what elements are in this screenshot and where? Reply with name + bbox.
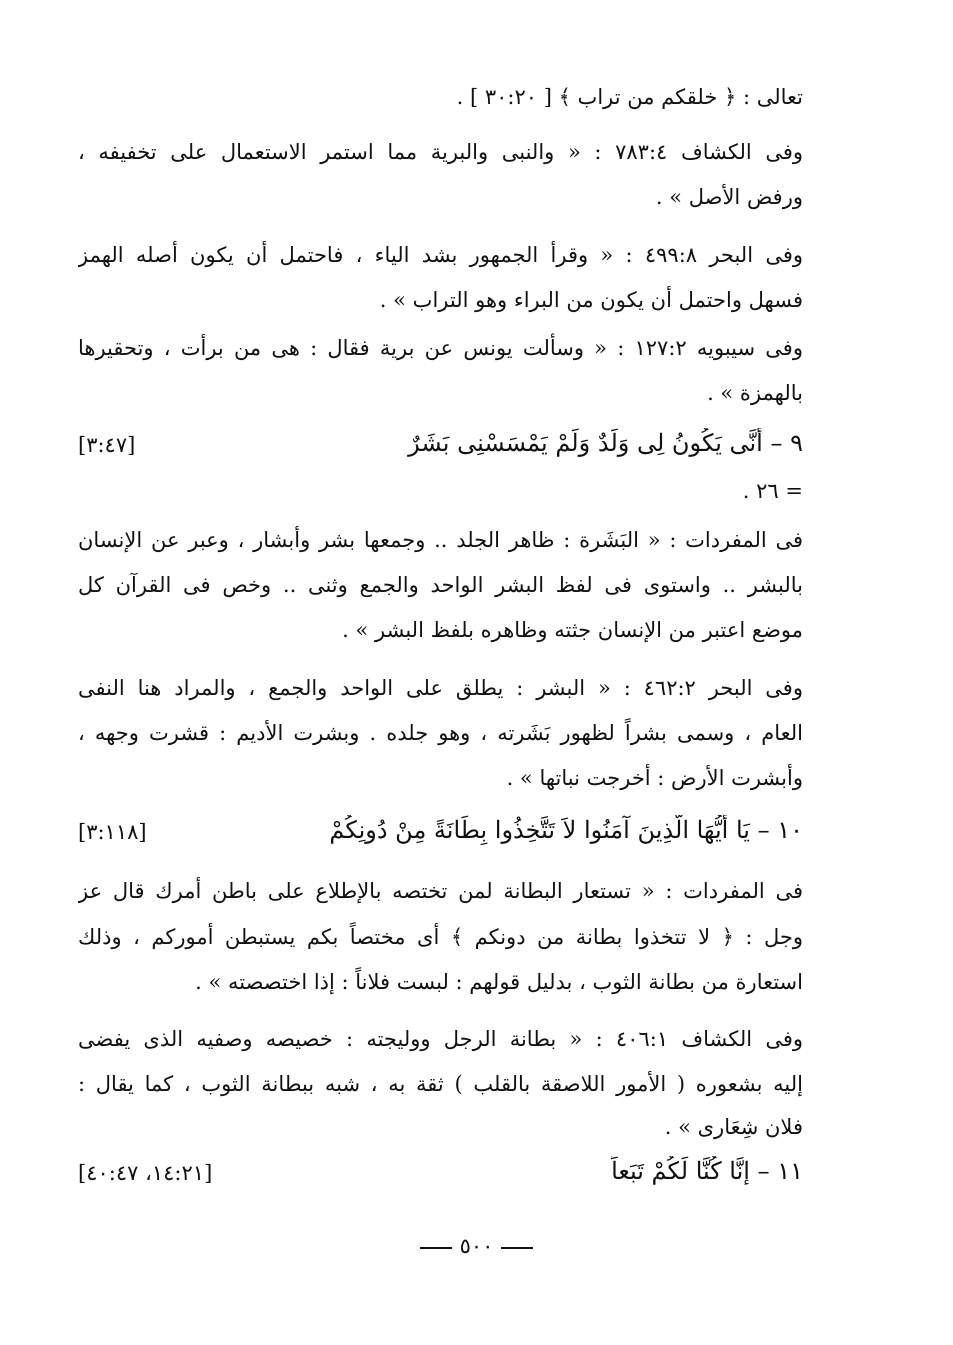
- text-line: ورفض الأصل » .: [655, 185, 803, 209]
- page-number-text: ٥٠٠: [459, 1234, 494, 1258]
- text-line: وأبشرت الأرض : أخرجت نباتها » .: [506, 766, 803, 790]
- text-line: العام ، وسمى بشراً لظهور بَشَرته ، وهو جلده . وبشرت الأديم : قشرت وجهه ،: [78, 721, 803, 745]
- text-line: إليه بشعوره ( الأمور اللاصقة بالقلب ) ثقة به ، شبه ببطانة الثوب ، كما يقال :: [78, 1072, 803, 1096]
- text-line: وفى سيبويه ١٢٧:٢ : « وسألت يونس عن برية فقال : هى من برأت ، وتحقيرها: [78, 336, 803, 360]
- text-line: وفى الكشاف ٤٠٦:١ : « بطانة الرجل ووليجته : خصيصه وصفيه الذى يفضى: [78, 1027, 803, 1051]
- page-number-rule-right: [501, 1247, 533, 1249]
- text-line: فسهل واحتمل أن يكون من البراء وهو التراب » .: [379, 288, 803, 312]
- verse-line: ١٠ – يَا أَيُّهَا الَّذِينَ آمَنُوا لاَ تَتَّخِذُوا بِطَانَةً مِنْ دُونِكُمْ: [329, 816, 803, 844]
- text-line: استعارة من بطانة الثوب ، بدليل قولهم : لبست فلاناً : إذا اختصصته » .: [195, 970, 803, 994]
- text-line: فى المفردات : « تستعار البطانة لمن تختصه بالإطلاع على باطن أمرك قال عز: [78, 879, 803, 903]
- text-line: موضع اعتبر من الإنسان جثته وظاهره بلفظ البشر » .: [342, 618, 803, 642]
- text-line: بالبشر .. واستوى فى لفظ البشر الواحد والجمع وثنى .. وخص فى القرآن كل: [78, 573, 803, 597]
- text-line: = ٢٦ .: [742, 479, 803, 503]
- text-line: وفى البحر ٤٦٢:٢ : « البشر : يطلق على الواحد والجمع ، والمراد هنا النفى: [78, 676, 803, 700]
- verse-reference: [١٤:٢١، ٤٠:٤٧]: [78, 1161, 213, 1185]
- page-number: [0, 1232, 953, 1260]
- verse-reference: [٣:٤٧]: [78, 433, 136, 457]
- verse-reference: [٣:١١٨]: [78, 820, 147, 844]
- verse-line: ٩ – أَنَّى يَكُونُ لِى وَلَدٌ وَلَمْ يَمْسَسْنِى بَشَرٌ: [408, 429, 803, 457]
- text-line: فى المفردات : « البَشَرة : ظاهر الجلد .. وجمعها بشر وأبشار ، وعبر عن الإنسان: [78, 528, 803, 552]
- text-line: وفى البحر ٤٩٩:٨ : « وقرأ الجمهور بشد الياء ، فاحتمل أن يكون أصله الهمز: [78, 243, 803, 267]
- verse-line: ١١ – إِنَّا كُنَّا لَكُمْ تَبَعاً: [611, 1157, 803, 1185]
- page-number-rule-left: [420, 1247, 452, 1249]
- text-line: بالهمزة » .: [707, 381, 803, 405]
- text-line: وفى الكشاف ٧٨٣:٤ : « والنبى والبرية مما استمر الاستعمال على تخفيفه ،: [78, 140, 803, 164]
- text-line: تعالى : ﴿ خلقكم من تراب ﴾ [ ٣٠:٢٠ ] .: [456, 85, 803, 109]
- text-line: وجل : ﴿ لا تتخذوا بطانة من دونكم ﴾ أى مختصاً بكم يستبطن أموركم ، وذلك: [78, 925, 803, 949]
- text-line: فلان شِعَارى » .: [664, 1115, 803, 1139]
